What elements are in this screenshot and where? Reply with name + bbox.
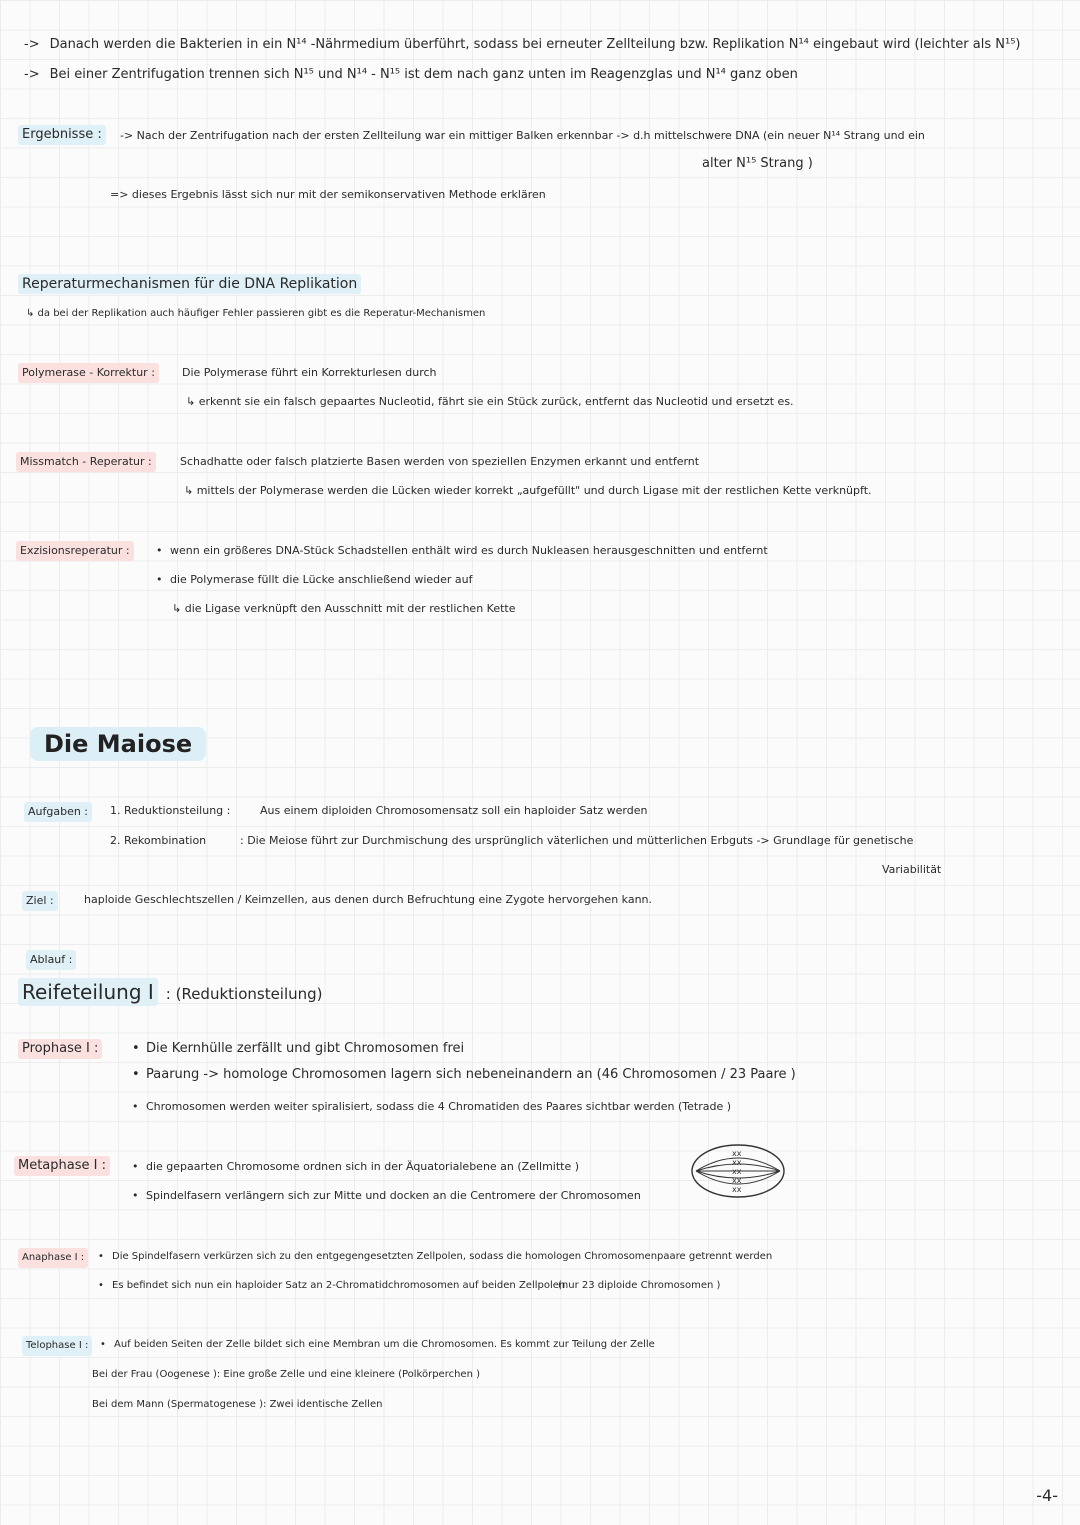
bullet-icon: •	[100, 1339, 106, 1350]
svg-text:xx: xx	[732, 1158, 742, 1167]
arrow-icon: ->	[24, 37, 40, 52]
results-conclusion: => dieses Ergebnis lässt sich nur mit der semikonservativen Methode erklären	[110, 188, 546, 201]
intro-line-2: -> Bei einer Zentrifugation trennen sich N¹⁵ und N¹⁴ - N¹⁵ ist dem nach ganz unten im Reagenzglas und N¹⁴ ganz oben	[24, 67, 798, 82]
prophase-point-1: • Die Kernhülle zerfällt und gibt Chromosomen frei	[132, 1041, 465, 1056]
anaphase-point-1: • Die Spindelfasern verkürzen sich zu den entgegengesetzten Zellpolen, sodass die homologen Chromosomenpaare getrennt werden	[98, 1248, 772, 1266]
bullet-icon: •	[98, 1280, 104, 1291]
bullet-icon: •	[132, 1100, 139, 1113]
anaphase-point-2-note: (nur 23 diploide Chromosomen )	[558, 1280, 721, 1291]
results-label: Ergebnisse :	[18, 125, 114, 145]
prophase-point-2: • Paarung -> homologe Chromosomen lagern sich nebeneinandern an (46 Chromosomen / 23 Paare )	[132, 1067, 796, 1082]
prophase-label: Prophase I :	[18, 1039, 110, 1059]
bullet-icon: •	[132, 1067, 140, 1082]
repair-heading: Reperaturmechanismen für die DNA Replikation	[18, 274, 369, 294]
prophase-point-3: • Chromosomen werden weiter spiralisiert, sodass die 4 Chromatiden des Paares sichtbar werden (Tetrade )	[132, 1098, 731, 1116]
exzision-label: Exzisionsreperatur :	[16, 541, 142, 561]
svg-text:xx: xx	[732, 1185, 742, 1194]
aufgabe-2-continued: Variabilität	[882, 863, 942, 876]
svg-text:xx: xx	[732, 1167, 742, 1176]
telophase-point-1: • Auf beiden Seiten der Zelle bildet sich eine Membran um die Chromosomen. Es kommt zur Teilung der Zelle	[100, 1336, 655, 1354]
ziel-label: Ziel :	[22, 891, 66, 911]
polymerase-label: Polymerase - Korrektur :	[18, 363, 167, 383]
reifeteilung-heading: Reifeteilung I : (Reduktionsteilung)	[18, 978, 323, 1006]
polymerase-line-2: ↳ erkennt sie ein falsch gepaartes Nucleotid, fährt sie ein Stück zurück, entfernt das Nucleotid und ersetzt es.	[186, 395, 794, 408]
results-line-1: -> Nach der Zentrifugation nach der ersten Zellteilung war ein mittiger Balken erkennbar -> d.h mittelschwere DNA (ein neuer N¹⁴ Strang und ein	[120, 129, 925, 142]
polymerase-line-1: Die Polymerase führt ein Korrekturlesen durch	[182, 366, 437, 379]
aufgabe-2-text: : Die Meiose führt zur Durchmischung des ursprünglich väterlichen und mütterlichen Erbguts -> Grundlage für genetische	[240, 834, 914, 847]
svg-text:xx: xx	[732, 1149, 742, 1158]
ablauf-label: Ablauf :	[26, 950, 84, 970]
svg-text:xx: xx	[732, 1176, 742, 1185]
repair-subtext: ↳ da bei der Replikation auch häufiger Fehler passieren gibt es die Reperatur-Mechanismen	[26, 308, 486, 319]
telophase-line-3: Bei dem Mann (Spermatogenese ): Zwei identische Zellen	[92, 1399, 383, 1410]
aufgabe-2-name: 2. Rekombination	[110, 834, 207, 847]
exzision-line-1: • wenn ein größeres DNA-Stück Schadstellen enthält wird es durch Nukleasen herausgeschnitten und entfernt	[156, 542, 768, 560]
bullet-icon: •	[132, 1041, 140, 1056]
anaphase-label: Anaphase I :	[18, 1248, 96, 1268]
telophase-label: Telophase I :	[22, 1336, 100, 1356]
exzision-line-3: ↳ die Ligase verknüpft den Ausschnitt mit der restlichen Kette	[172, 602, 516, 615]
aufgaben-label: Aufgaben :	[24, 802, 100, 822]
arrow-icon: ->	[24, 67, 40, 82]
intro-line-1: -> Danach werden die Bakterien in ein N¹⁴ -Nährmedium überführt, sodass bei erneuter Zellteilung bzw. Replikation N¹⁴ eingebaut wird (leichter als N¹⁵)	[24, 37, 1021, 52]
bullet-icon: •	[132, 1160, 139, 1173]
missmatch-line-1: Schadhatte oder falsch platzierte Basen werden von speziellen Enzymen erkannt und entfernt	[180, 455, 700, 468]
bullet-icon: •	[156, 544, 163, 557]
page-number: -4-	[1036, 1486, 1058, 1505]
metaphase-label: Metaphase I :	[14, 1156, 118, 1176]
missmatch-label: Missmatch - Reperatur :	[16, 452, 164, 472]
bullet-icon: •	[98, 1251, 104, 1262]
aufgabe-1-text: Aus einem diploiden Chromosomensatz soll ein haploider Satz werden	[260, 804, 648, 817]
metaphase-point-2: • Spindelfasern verlängern sich zur Mitte und docken an die Centromere der Chromosomen	[132, 1187, 641, 1205]
bullet-icon: •	[132, 1189, 139, 1202]
spindle-cell-icon	[690, 1143, 786, 1199]
aufgabe-1-name: 1. Reduktionsteilung :	[110, 804, 231, 817]
exzision-line-2: • die Polymerase füllt die Lücke anschließend wieder auf	[156, 571, 473, 589]
anaphase-point-2: • Es befindet sich nun ein haploider Satz an 2-Chromatidchromosomen auf beiden Zellpolen	[98, 1277, 565, 1295]
metaphase-point-1: • die gepaarten Chromosome ordnen sich in der Äquatorialebene an (Zellmitte )	[132, 1158, 579, 1176]
ziel-text: haploide Geschlechtszellen / Keimzellen, aus denen durch Befruchtung eine Zygote hervorgehen kann.	[84, 893, 653, 906]
missmatch-line-2: ↳ mittels der Polymerase werden die Lücken wieder korrekt „aufgefüllt" und durch Ligase mit der restlichen Kette verknüpft.	[184, 484, 872, 497]
results-line-2: alter N¹⁵ Strang )	[702, 156, 813, 171]
page-title: Die Maiose	[30, 727, 206, 761]
bullet-icon: •	[156, 573, 163, 586]
telophase-line-2: Bei der Frau (Oogenese ): Eine große Zelle und eine kleinere (Polkörperchen )	[92, 1369, 481, 1380]
